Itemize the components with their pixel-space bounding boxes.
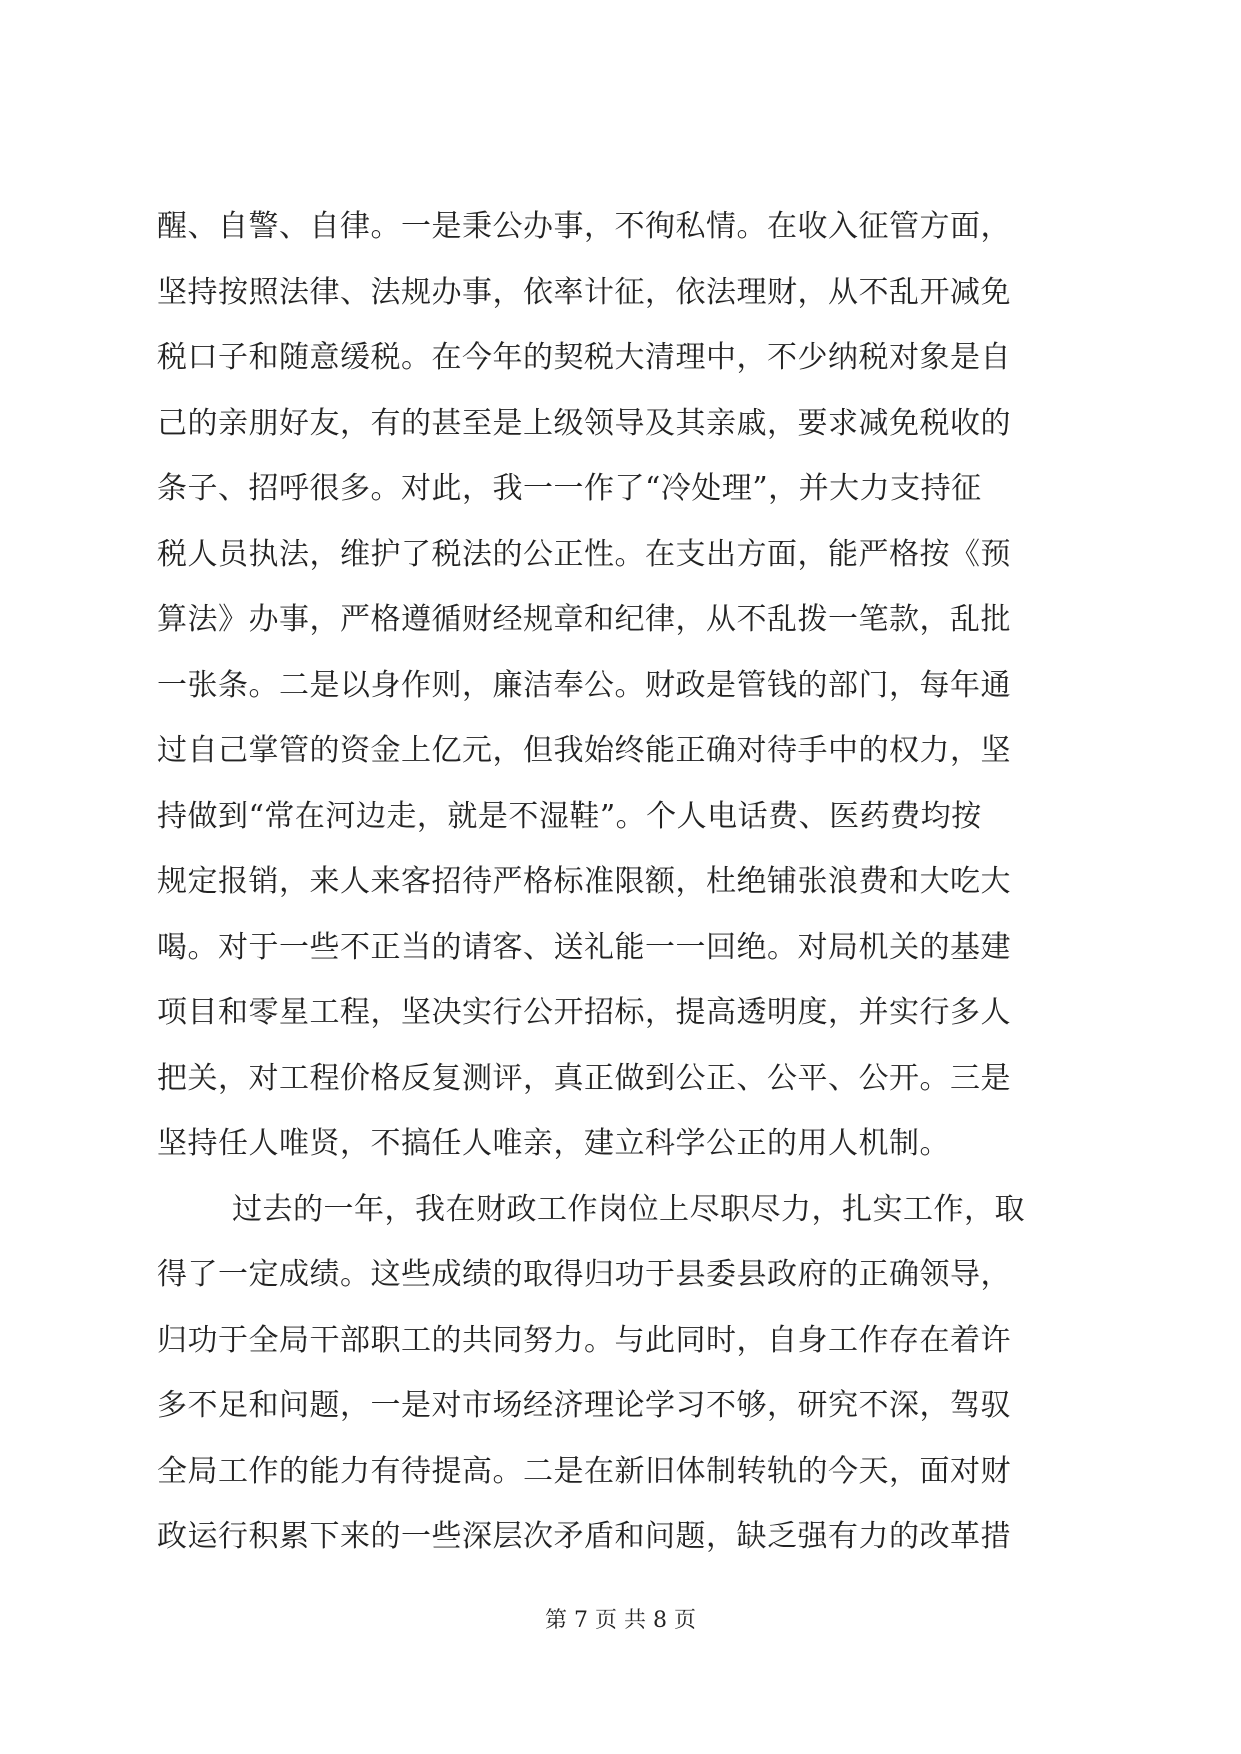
- text-line: 得了一定成绩。这些成绩的取得归功于县委县政府的正确领导，: [157, 1257, 1011, 1292]
- text-line: 全局工作的能力有待提高。二是在新旧体制转轨的今天，面对财: [157, 1453, 1011, 1489]
- text-line: 把关，对工程价格反复测评，真正做到公正、公平、公开。三是: [157, 1060, 1011, 1096]
- text-line: 税人员执法，维护了税法的公正性。在支出方面，能严格按《预: [157, 536, 1011, 572]
- text-line: 项目和零星工程，坚决实行公开招标，提高透明度，并实行多人: [157, 995, 1011, 1030]
- text-line: 一张条。二是以身作则，廉洁奉公。财政是管钱的部门，每年通: [157, 667, 1011, 703]
- text-line: 持做到“常在河边走，就是不湿鞋”。个人电话费、医药费均按: [157, 798, 982, 834]
- document-body: [157, 194, 1087, 1570]
- text-line: 过自己掌管的资金上亿元，但我始终能正确对待手中的权力，坚: [157, 733, 1011, 768]
- text-line: 归功于全局干部职工的共同努力。与此同时，自身工作存在着许: [157, 1322, 1011, 1358]
- paragraph-first-line: 过去的一年，我在财政工作岗位上尽职尽力，扎实工作，取: [232, 1191, 1025, 1227]
- page-footer: 第 7 页 共 8 页: [545, 1608, 696, 1633]
- text-line: 喝。对于一些不正当的请客、送礼能一一回绝。对局机关的基建: [157, 929, 1011, 965]
- text-line: 条子、招呼很多。对此，我一一作了“冷处理”，并大力支持征: [157, 471, 982, 506]
- text-line: 政运行积累下来的一些深层次矛盾和问题，缺乏强有力的改革措: [157, 1519, 1011, 1554]
- text-line: 税口子和随意缓税。在今年的契税大清理中，不少纳税对象是自: [157, 340, 1011, 375]
- text-line: 坚持按照法律、法规办事，依率计征，依法理财，从不乱开减免: [157, 274, 1011, 310]
- text-line: 坚持任人唯贤，不搞任人唯亲，建立科学公正的用人机制。: [157, 1126, 950, 1161]
- text-line: 醒、自警、自律。一是秉公办事，不徇私情。在收入征管方面，: [157, 209, 1011, 244]
- text-line: 规定报销，来人来客招待严格标准限额，杜绝铺张浪费和大吃大: [157, 864, 1011, 899]
- text-line: 多不足和问题，一是对市场经济理论学习不够，研究不深，驾驭: [157, 1388, 1011, 1423]
- text-line: 算法》办事，严格遵循财经规章和纪律，从不乱拨一笔款，乱批: [157, 602, 1011, 637]
- text-line: 己的亲朋好友，有的甚至是上级领导及其亲戚，要求减免税收的: [157, 405, 1011, 441]
